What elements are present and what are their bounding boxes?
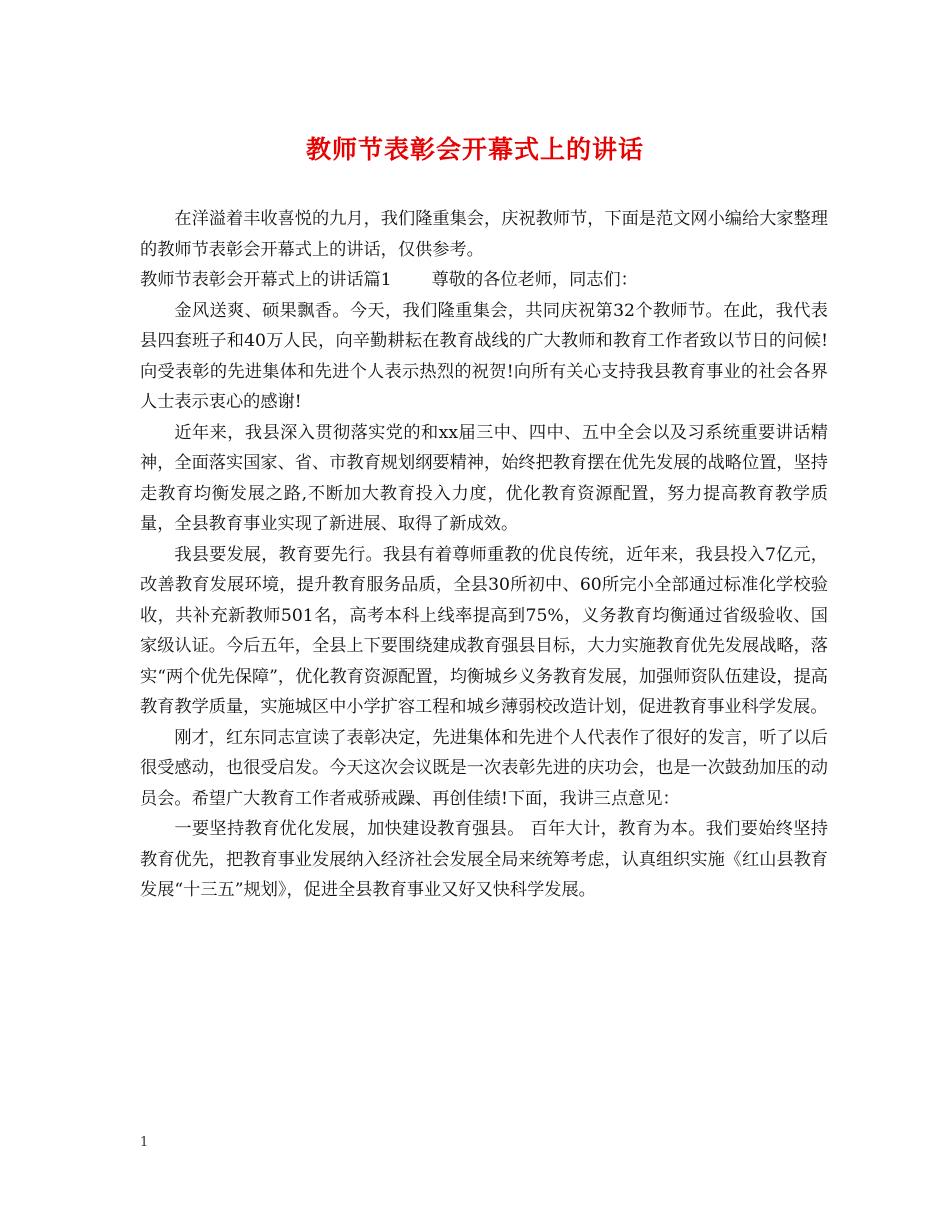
document-body bbox=[140, 204, 828, 906]
body-paragraph: 金风送爽、硕果飘香。今天，我们隆重集会，共同庆祝第32个教师节。在此，我代表县四套班子和40万人民，向辛勤耕耘在教育战线的广大教师和教育工作者致以节日的问候!向受表彰的先进集体和先进个人表示热烈的祝贺!向所有关心支持我县教育事业的社会各界人士表示衷心的感谢! bbox=[140, 300, 828, 412]
body-paragraph: 近年来，我县深入贯彻落实党的和xx届三中、四中、五中全会以及习系统重要讲话精神，全面落实国家、省、市教育规划纲要精神，始终把教育摆在优先发展的战略位置，坚持走教育均衡发展之路,不断加大教育投入力度，优化教育资源配置，努力提高教育教学质量，全县教育事业实现了新进展、取得了新成效。 bbox=[140, 422, 828, 534]
body-paragraph: 我县要发展，教育要先行。我县有着尊师重教的优良传统，近年来，我县投入7亿元，改善教育发展环境，提升教育服务品质，全县30所初中、60所完小全部通过标准化学校验收，共补充新教师501名，高考本科上线率提高到75%，义务教育均衡通过省级验收、国家级认证。今后五年，全县上下要围绕建成教育强县目标，大力实施教育优先发展战略，落实“两个优先保障”，优化教育资源配置，均衡城乡义务教育发展，加强师资队伍建设，提高教育教学质量，实施城区中小学扩容工程和城乡薄弱校改造计划，促进教育事业科学发展。 bbox=[140, 544, 828, 717]
body-paragraph: 一要坚持教育优化发展，加快建设教育强县。 百年大计，教育为本。我们要始终坚持教育优先，把教育事业发展纳入经济社会发展全局来统筹考虑，认真组织实施《红山县教育发展“十三五”规划》，促进全县教育事业又好又快科学发展。 bbox=[140, 819, 828, 900]
salutation: 尊敬的各位老师，同志们： bbox=[431, 270, 638, 290]
document-title: 教师节表彰会开幕式上的讲话 bbox=[305, 135, 644, 164]
section-heading: 教师节表彰会开幕式上的讲话篇1 bbox=[140, 270, 392, 290]
page-number: 1 bbox=[140, 1135, 149, 1150]
intro-paragraph: 在洋溢着丰收喜悦的九月，我们隆重集会，庆祝教师节，下面是范文网小编给大家整理的教师节表彰会开幕式上的讲话，仅供参考。 bbox=[140, 209, 828, 260]
section-heading-line bbox=[140, 265, 828, 296]
body-paragraph: 刚才，红东同志宣读了表彰决定，先进集体和先进个人代表作了很好的发言，听了以后很受感动，也很受启发。今天这次会议既是一次表彰先进的庆功会，也是一次鼓劲加压的动员会。希望广大教育工作者戒骄戒躁、再创佳绩!下面，我讲三点意见： bbox=[140, 727, 828, 809]
